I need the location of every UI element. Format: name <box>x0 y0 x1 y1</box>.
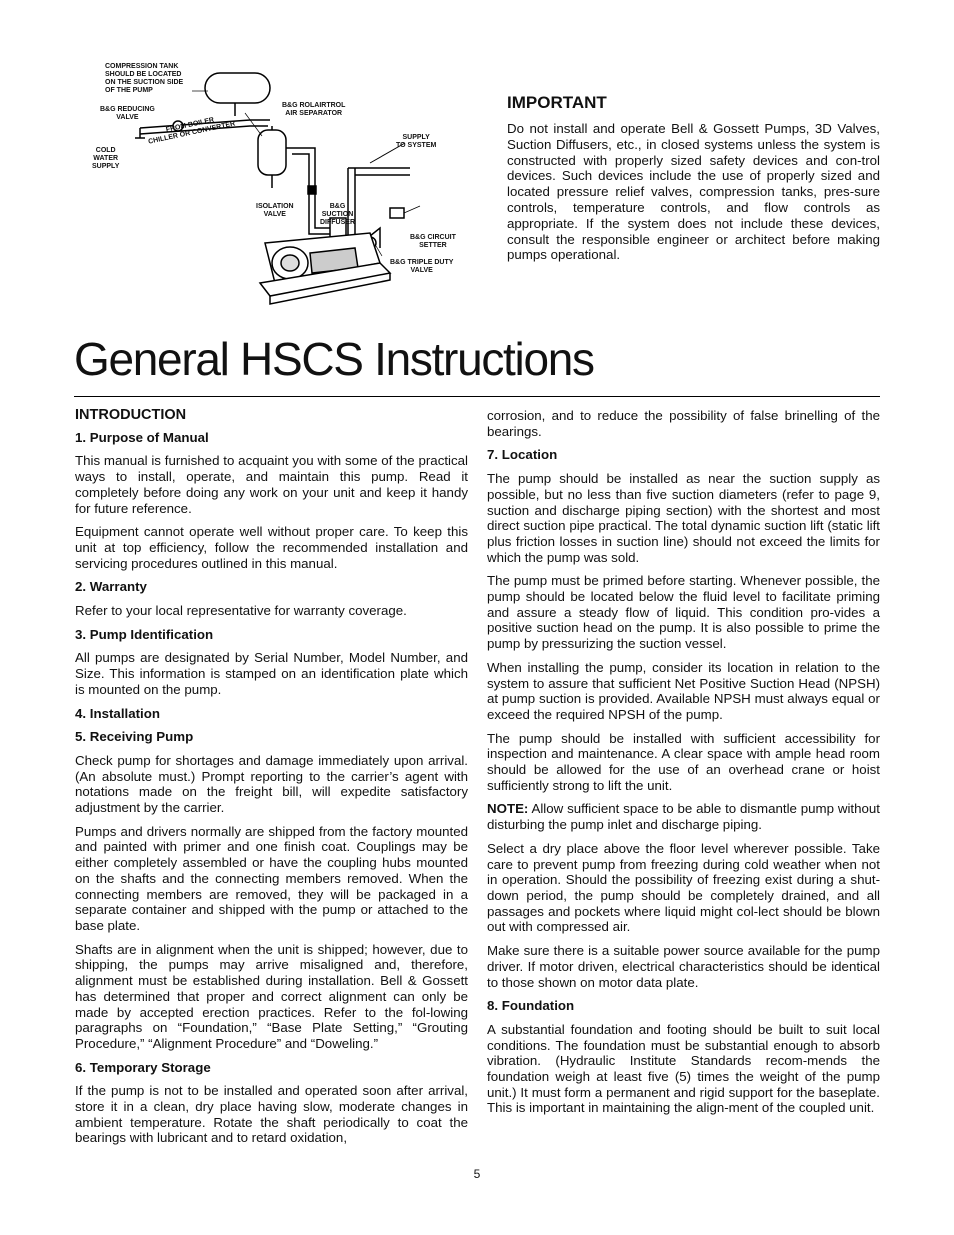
paragraph: Pumps and drivers normally are shipped from the factory mounted and painted with primer and one finish coat. Couplings may be either completely assembled or have the coupling hubs mounted on the shafts and the connecting members removed. When the connecting members are removed, they will be packaged in a separate container and shipped with the pump or attached to the base plate. <box>75 823 468 933</box>
label-triple-duty-valve: B&G TRIPLE DUTY VALVE <box>390 259 454 274</box>
label-air-separator: B&G ROLAIRTROL AIR SEPARATOR <box>282 102 346 117</box>
title-rule <box>74 396 880 397</box>
label-circuit-setter: B&G CIRCUIT SETTER <box>410 234 456 249</box>
section-heading-pump-identification: 3. Pump Identification <box>75 626 214 642</box>
important-text: Do not install and operate Bell & Gossett Pumps, 3D Valves, Suction Diffusers, etc., in closed systems unless the system is constructed with properly sized safety devices and con-trol devices. Such devices include the use of properly sized and located pressure relief valves, compression tanks, pres-sure controls, temperature controls, and flow controls as appropriate. If the system does not include these devices, consult the responsible engineer or architect before making pumps operational. <box>507 121 880 263</box>
label-isolation-valve: ISOLATION VALVE <box>256 203 294 218</box>
important-notice <box>507 93 880 263</box>
compression-tank <box>205 73 270 103</box>
paragraph: The pump should be installed as near the suction supply as possible, but no less than five suction diameters (refer to page 9, suction and discharge piping section) with the shortest and most direct suction pipe practical. The total dynamic suction lift (static lift plus friction losses in suction line) should not exceed the limits for which the pump was sold. <box>487 471 880 565</box>
paragraph: Check pump for shortages and damage immediately upon arrival. (An absolute must.) Prompt reporting to the carrier’s agent with notations made on the freight bill, will expedite satisfactory adjustment by the carrier. <box>75 752 468 816</box>
paragraph: When installing the pump, consider its location in relation to the system to assure that sufficient Net Positive Suction Head (NPSH) at pump suction is provided. Available NPSH must always equal or exceed the required NPSH of the pump. <box>487 659 880 722</box>
section-heading-foundation: 8. Foundation <box>487 998 575 1014</box>
paragraph: All pumps are designated by Serial Number, Model Number, and Size. This information is stamped on an identification plate which is mounted on the pump. <box>75 650 468 697</box>
section-heading-installation: 4. Installation <box>75 705 160 721</box>
page-title: General HSCS Instructions <box>74 333 594 385</box>
page-number: 5 <box>473 1167 481 1181</box>
section-heading-receiving-pump: 5. Receiving Pump <box>75 729 194 745</box>
piping-diagram <box>80 58 480 308</box>
paragraph: Select a dry place above the floor level wherever possible. Take care to prevent pump from freezing during cold weather when not in operation. Should the possibility of freezing exist during a shut-down period, the pump should be completely drained, and all passages and pockets where liquid might col-lect should be blown out with compressed air. <box>487 840 880 935</box>
note-paragraph <box>487 801 880 832</box>
paragraph: If the pump is not to be installed and operated soon after arrival, store it in a clean, dry place having slow, moderate changes in ambient temperature. Rotate the shaft periodically to coat the bearings with lubricant and to retard oxidation, <box>75 1083 468 1146</box>
section-heading-warranty: 2. Warranty <box>75 579 147 595</box>
paragraph: corrosion, and to reduce the possibility of false brinelling of the bearings. <box>487 408 880 439</box>
right-column <box>487 408 880 1124</box>
section-heading-location: 7. Location <box>487 447 558 463</box>
note-label: NOTE: <box>487 801 529 817</box>
important-heading: IMPORTANT <box>507 93 607 112</box>
paragraph: Shafts are in alignment when the unit is shipped; however, due to shipping, the pumps may arrive misaligned and, therefore, alignment must be established during installation. Bell & Gossett has determined that proper and correct alignment can only be made by accepted erection practices. Refer to the fol-lowing paragraphs on “Foundation,” “Base Plate Setting,” “Grouting Procedure,” “Alignment Procedure” and “Doweling.” <box>75 941 468 1051</box>
label-compression-tank: COMPRESSION TANK SHOULD BE LOCATED ON THE SUCTION SIDE OF THE PUMP <box>105 63 184 94</box>
air-separator <box>258 130 286 175</box>
left-column <box>75 408 468 1154</box>
label-from-boiler: FROM BOILER CHILLER OR CONVERTER <box>147 116 236 146</box>
paragraph: This manual is furnished to acquaint you with some of the practical ways to install, operate, and maintain this pump. Read it completely before doing any work on your unit and keep it handy for future reference. <box>75 453 468 516</box>
label-cold-water-supply: COLD WATER SUPPLY <box>92 147 120 170</box>
paragraph: A substantial foundation and footing should be built to suit local conditions. The foundation must be substantial enough to absorb vibration. (Hydraulic Institute Standards recom-mends the foundation weigh at least five (5) times the weight of the pump unit.) It must form a permanent and rigid support for the baseplate. This is important in maintaining the align-ment of the coupled unit. <box>487 1021 880 1116</box>
section-heading-temporary-storage: 6. Temporary Storage <box>75 1059 211 1075</box>
note-text: Allow sufficient space to be able to dismantle pump without disturbing the pump inlet and discharge piping. <box>487 801 880 833</box>
paragraph: Equipment cannot operate well without proper care. To keep this unit at top efficiency, follow the recommended installation and servicing procedures outlined in this manual. <box>75 524 468 571</box>
paragraph: Refer to your local representative for warranty coverage. <box>75 603 407 619</box>
label-suction-diffuser: B&G SUCTION DIFFUSER <box>320 203 355 226</box>
label-reducing-valve: B&G REDUCING VALVE <box>100 106 155 121</box>
paragraph: The pump should be installed with sufficient accessibility for inspection and maintenance. A clear space with ample head room should be allowed for the use of an overhead crane or hoist sufficiently strong to lift the unit. <box>487 730 880 793</box>
paragraph: The pump must be primed before starting. Whenever possible, the pump should be located below the fluid level to facilitate priming and assure a steady flow of liquid. This condition pro-vides a positive suction head on the pump. It is also possible to prime the pump by pressurizing the suction vessel. <box>487 573 880 652</box>
introduction-heading: INTRODUCTION <box>75 407 187 423</box>
section-heading-purpose: 1. Purpose of Manual <box>75 429 209 445</box>
label-supply-to-system: SUPPLY TO SYSTEM <box>396 134 437 149</box>
paragraph: Make sure there is a suitable power source available for the pump driver. If motor driven, electrical characteristics should be identical to those shown on motor data plate. <box>487 943 880 990</box>
